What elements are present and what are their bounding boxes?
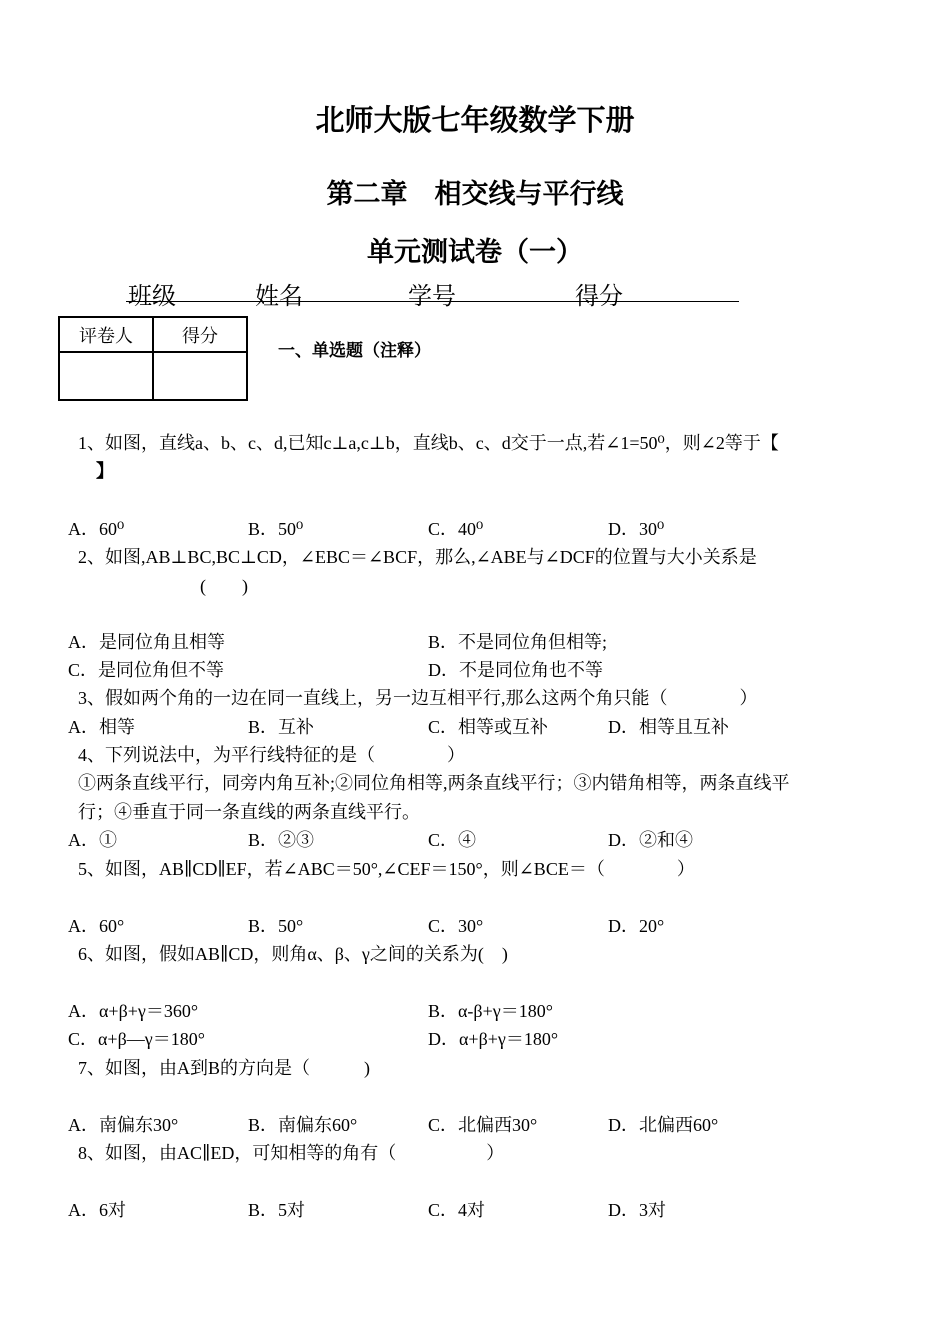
option: B．互补 — [248, 717, 315, 737]
option: B．α-β+γ＝180° — [428, 1001, 553, 1021]
question-stem-cont: 】 — [96, 461, 114, 481]
option: D．α+β+γ＝180° — [428, 1029, 559, 1049]
question-stem-cont: ( ) — [200, 576, 248, 596]
field-id: 学号 — [408, 282, 456, 310]
fields-underline — [126, 301, 739, 302]
grader-header: 评卷人 — [59, 317, 153, 352]
field-score: 得分 — [575, 282, 623, 310]
option: C．④ — [428, 830, 477, 850]
option: C．是同位角但不等 — [68, 660, 225, 680]
option: A．是同位角且相等 — [68, 632, 225, 652]
option: C．相等或互补 — [428, 717, 549, 737]
option: D．不是同位角也不等 — [428, 660, 603, 680]
option: B．50⁰ — [248, 519, 304, 539]
option: C．40⁰ — [428, 519, 484, 539]
option: D．3对 — [608, 1200, 666, 1220]
option: D．北偏西60° — [608, 1115, 719, 1135]
option: B．②③ — [248, 830, 315, 850]
doc-title: 北师大版七年级数学下册 — [315, 103, 635, 137]
option: A．相等 — [68, 717, 135, 737]
question-stem: 8、如图，由AC∥ED，可知相等的角有（ ） — [78, 1143, 505, 1163]
question-stem: 2、如图,AB⊥BC,BC⊥CD，∠EBC＝∠BCF，那么,∠ABE与∠DCF的位置与大小关系是 — [78, 547, 757, 567]
question-stem: 5、如图，AB∥CD∥EF，若∠ABC＝50°,∠CEF＝150°，则∠BCE＝（ ） — [78, 859, 695, 879]
question-stem: 1、如图，直线a、b、c、d,已知c⊥a,c⊥b，直线b、c、d交于一点,若∠1=50⁰，则∠2等于【 — [78, 433, 779, 453]
option: A．60° — [68, 916, 125, 936]
option: D．30⁰ — [608, 519, 665, 539]
option: D．相等且互补 — [608, 717, 729, 737]
option: D．②和④ — [608, 830, 693, 850]
option: C．α+β—γ＝180° — [68, 1029, 205, 1049]
option: D．20° — [608, 916, 665, 936]
grader-cell[interactable] — [59, 352, 153, 400]
test-subtitle: 单元测试卷（一） — [367, 237, 583, 268]
field-name: 姓名 — [255, 282, 303, 310]
option: A．α+β+γ＝360° — [68, 1001, 199, 1021]
field-class: 班级 — [128, 282, 176, 310]
question-stem: 4、下列说法中，为平行线特征的是（ ） — [78, 745, 465, 765]
question-stem: 3、假如两个角的一边在同一直线上，另一边互相平行,那么这两个角只能（ ） — [78, 688, 758, 708]
question-stem-line3: 行；④垂直于同一条直线的两条直线平行。 — [78, 802, 420, 822]
option: A．① — [68, 830, 117, 850]
score-header: 得分 — [153, 317, 247, 352]
option: B．50° — [248, 916, 304, 936]
option: A．6对 — [68, 1200, 126, 1220]
question-stem: 6、如图，假如AB∥CD，则角α、β、γ之间的关系为( ) — [78, 944, 508, 964]
option: A．南偏东30° — [68, 1115, 179, 1135]
option: A．60⁰ — [68, 519, 125, 539]
section-title: 一、单选题（注释） — [278, 341, 431, 361]
option: B．南偏东60° — [248, 1115, 358, 1135]
question-stem: 7、如图，由A到B的方向是（ ) — [78, 1058, 370, 1078]
option: C．30° — [428, 916, 484, 936]
question-stem-line2: ①两条直线平行，同旁内角互补;②同位角相等,两条直线平行；③内错角相等，两条直线平 — [78, 773, 790, 793]
chapter-title: 第二章 相交线与平行线 — [326, 179, 624, 210]
grader-table — [58, 316, 248, 401]
option: C．北偏西30° — [428, 1115, 538, 1135]
option: B．不是同位角但相等; — [428, 632, 608, 652]
score-cell[interactable] — [153, 352, 247, 400]
option: C．4对 — [428, 1200, 486, 1220]
option: B．5对 — [248, 1200, 306, 1220]
